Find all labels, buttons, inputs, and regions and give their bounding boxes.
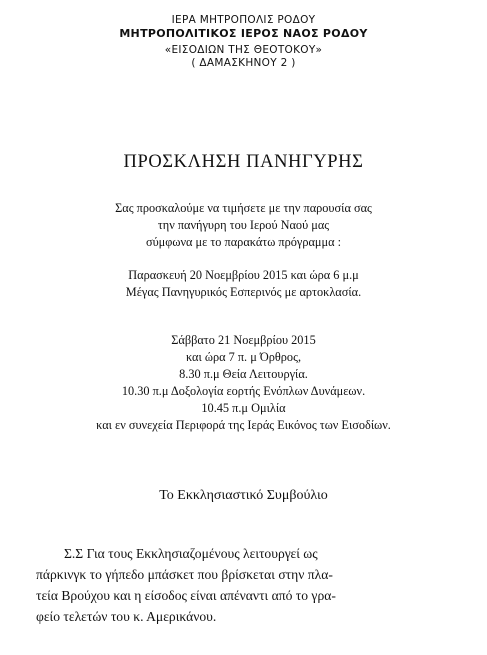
header-church-name: «ΕΙΣΟΔΙΩΝ ΤΗΣ ΘΕΟΤΟΚΟΥ» (164, 44, 323, 56)
header-cathedral: ΜΗΤΡΟΠΟΛΙΤΙΚΟΣ ΙΕΡΟΣ ΝΑΟΣ ΡΟΔΟΥ (119, 27, 368, 40)
saturday-speech: 10.45 π.μ Ομιλία (201, 401, 286, 415)
saturday-date: Σάββατο 21 Νοεμβρίου 2015 (171, 333, 316, 347)
note-line-1: Σ.Σ Για τους Εκκλησιαζομένους λειτουργεί ως (64, 546, 318, 561)
invitation-line-1: Σας προσκαλούμε να τιμήσετε με την παρουσία σας (115, 201, 372, 215)
invitation-line-2: την πανήγυρη του Ιερού Ναού μας (157, 218, 330, 232)
header-address: ( ΔΑΜΑΣΚΗΝΟΥ 2 ) (191, 57, 296, 69)
invitation-line-3: σύμφωνα με το παρακάτω πρόγραμμα : (145, 235, 342, 249)
friday-schedule (0, 267, 487, 301)
document-title: ΠΡΟΣΚΛΗΣΗ ΠΑΝΗΓΥΡΗΣ (123, 152, 364, 172)
note-line-3: τεία Βρούχου και η είσοδος είναι απέναντι από το γρα- (36, 588, 336, 603)
note-line-2: πάρκινγκ το γήπεδο μπάσκετ που βρίσκεται στην πλα- (36, 567, 333, 582)
saturday-schedule (0, 332, 487, 434)
saturday-doxology: 10.30 π.μ Δοξολογία εορτής Ενόπλων Δυνάμεων. (121, 384, 366, 398)
note-line-4: φείο τελετών του κ. Αμερικάνου. (36, 609, 217, 624)
invitation-paragraph (0, 200, 487, 251)
saturday-liturgy: 8.30 π.μ Θεία Λειτουργία. (179, 367, 308, 381)
document-header (0, 14, 487, 70)
signature: Το Εκκλησιαστικό Συμβούλιο (159, 488, 328, 503)
saturday-procession: και εν συνεχεία Περιφορά της Ιεράς Εικόνος των Εισοδίων. (96, 418, 391, 432)
friday-date: Παρασκευή 20 Νοεμβρίου 2015 και ώρα 6 μ.μ (128, 268, 359, 282)
friday-service: Μέγας Πανηγυρικός Εσπερινός με αρτοκλασία. (125, 285, 362, 299)
saturday-orthros: και ώρα 7 π. μ Όρθρος, (185, 350, 302, 364)
parking-note (28, 543, 468, 627)
header-metropolis: ΙΕΡΑ ΜΗΤΡΟΠΟΛΙΣ ΡΟΔΟΥ (171, 14, 316, 26)
